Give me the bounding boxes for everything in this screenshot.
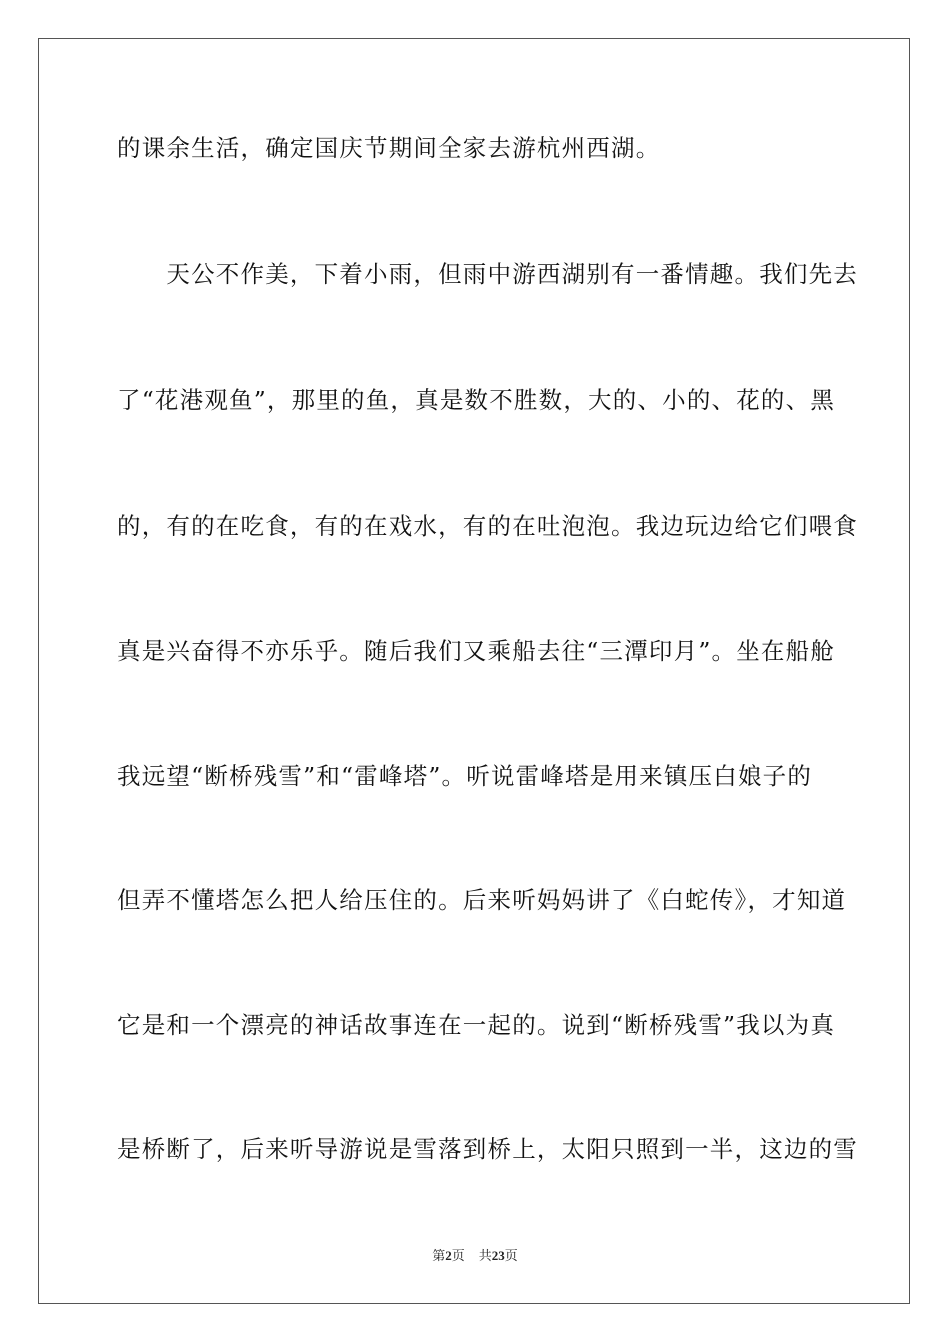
text-line-3: 了“花港观鱼”，那里的鱼，真是数不胜数，大的、小的、花的、黑 [117, 386, 836, 414]
text-line-4: 的，有的在吃食，有的在戏水，有的在吐泡泡。我边玩边给它们喂食 [117, 512, 858, 540]
page-footer [0, 1247, 950, 1266]
text-line-7: 但弄不懂塔怎么把人给压住的。后来听妈妈讲了《白蛇传》，才知道 [117, 886, 847, 914]
text-line-1: 的课余生活，确定国庆节期间全家去游杭州西湖。 [117, 134, 661, 162]
footer-total-pages: 23 [491, 1248, 505, 1263]
text-line-8: 它是和一个漂亮的神话故事连在一起的。说到“断桥残雪”我以为真 [117, 1011, 836, 1039]
footer-total-prefix: 共 [478, 1249, 492, 1264]
text-line-9: 是桥断了，后来听导游说是雪落到桥上，太阳只照到一半，这边的雪 [117, 1135, 858, 1163]
footer-page-prefix: 第 [432, 1249, 446, 1264]
footer-page-suffix: 页 [451, 1249, 465, 1264]
text-line-6: 我远望“断桥残雪”和“雷峰塔”。听说雷峰塔是用来镇压白娘子的 [117, 762, 813, 790]
text-line-5: 真是兴奋得不亦乐乎。随后我们又乘船去往“三潭印月”。坐在船舱 [117, 637, 836, 665]
footer-page-number: 2 [445, 1248, 452, 1263]
footer-total-suffix: 页 [504, 1249, 518, 1264]
page-border [38, 38, 910, 1304]
text-line-2: 天公不作美，下着小雨，但雨中游西湖别有一番情趣。我们先去 [117, 260, 858, 288]
